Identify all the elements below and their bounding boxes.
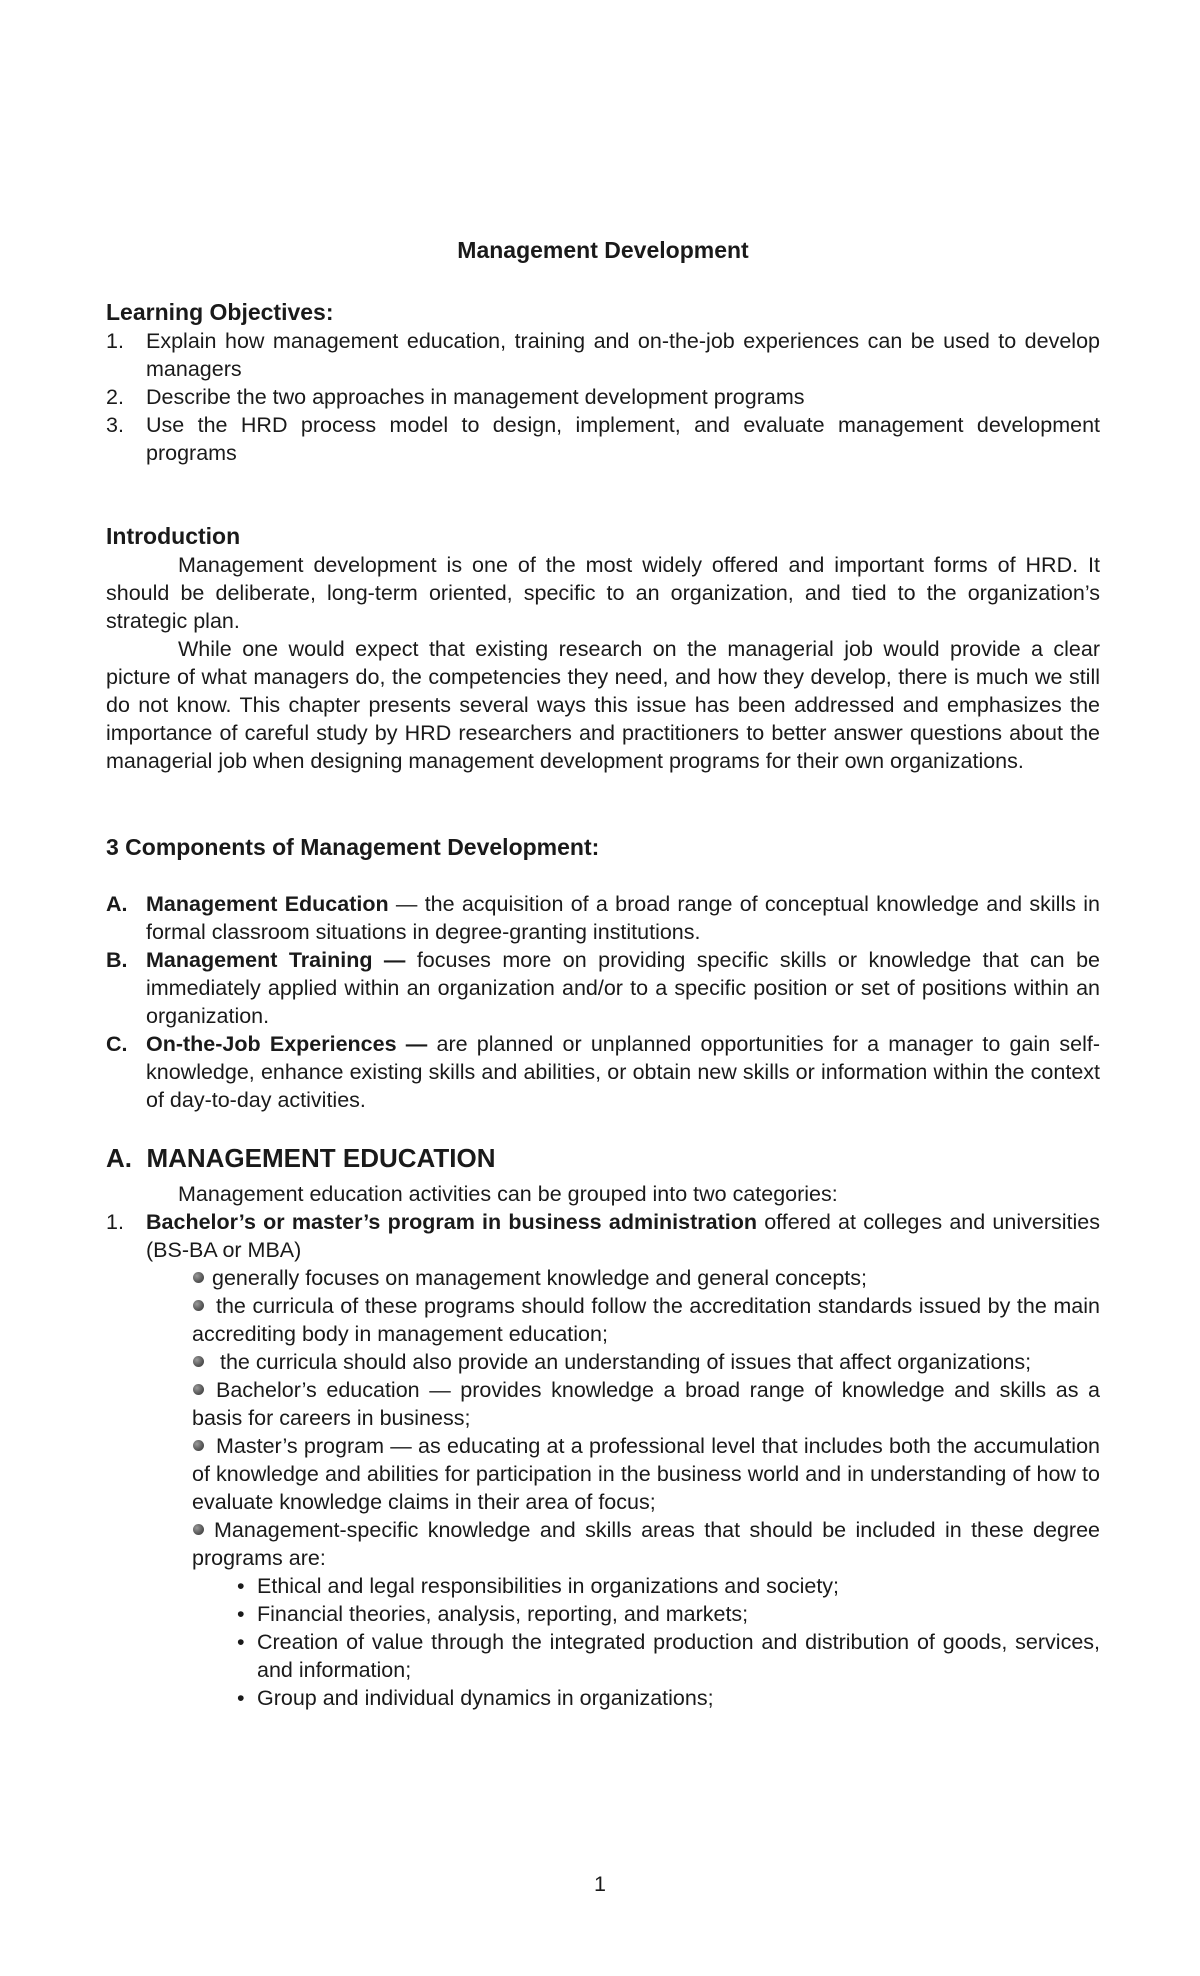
component-text: the acquisition of a broad range of conceptual knowledge and skills in formal classroom situations in degree-granting institutions. bbox=[146, 892, 1100, 944]
components-heading: 3 Components of Management Development: bbox=[106, 834, 600, 860]
bullet-icon bbox=[193, 1300, 204, 1311]
education-bullet bbox=[192, 1516, 1100, 1572]
education-bullet bbox=[192, 1376, 1100, 1432]
component-dash bbox=[427, 1032, 436, 1056]
bullet-icon bbox=[193, 1524, 204, 1535]
bullet-text: the curricula should also provide an understanding of issues that affect organizations; bbox=[220, 1350, 1032, 1374]
component-marker: C. bbox=[106, 1032, 128, 1056]
bullet-icon bbox=[193, 1272, 204, 1283]
education-item-text: offered at colleges and universities (BS-BA or MBA) bbox=[146, 1210, 1100, 1262]
education-bullet-list bbox=[106, 1264, 1100, 1712]
objective-text: Describe the two approaches in management development programs bbox=[146, 385, 805, 409]
page-title: Management Development bbox=[457, 237, 749, 263]
knowledge-area-item bbox=[237, 1628, 1100, 1684]
objective-item bbox=[106, 327, 1100, 383]
knowledge-area-item bbox=[237, 1684, 1100, 1712]
component-text: are planned or unplanned opportunities for a manager to gain self-knowledge, enhance existing skills and abilities, or obtain new skills or information within the context of day-to-day activities. bbox=[146, 1032, 1100, 1112]
component-dash: — bbox=[388, 892, 425, 916]
bullet-text: Master’s program — as educating at a professional level that includes both the accumulation of knowledge and abilities for participation in the business world and in understanding of how to evaluate knowledge claims in their area of focus; bbox=[192, 1434, 1100, 1514]
component-text: focuses more on providing specific skills or knowledge that can be immediately applied within an organization and/or to a specific position or set of positions within an organization. bbox=[146, 948, 1100, 1028]
education-item-term: Bachelor’s or master’s program in business administration bbox=[146, 1210, 757, 1234]
knowledge-area-text: Financial theories, analysis, reporting, and markets; bbox=[257, 1602, 749, 1626]
objective-text: Use the HRD process model to design, implement, and evaluate management development programs bbox=[146, 413, 1100, 465]
objective-marker: 2. bbox=[106, 385, 124, 409]
bullet-icon bbox=[193, 1440, 204, 1451]
knowledge-areas-list bbox=[192, 1572, 1100, 1712]
education-bullet bbox=[192, 1292, 1100, 1348]
objective-item bbox=[106, 411, 1100, 467]
knowledge-area-text: Ethical and legal responsibilities in organizations and society; bbox=[257, 1574, 840, 1598]
sub-bullet-marker: • bbox=[237, 1630, 245, 1654]
objective-marker: 3. bbox=[106, 413, 124, 437]
knowledge-area-text: Creation of value through the integrated production and distribution of goods, services, and information; bbox=[257, 1630, 1100, 1682]
management-education-heading: A. MANAGEMENT EDUCATION bbox=[106, 1143, 496, 1173]
component-term: Management Education bbox=[146, 892, 389, 916]
component-item bbox=[106, 946, 1100, 1030]
education-bullet bbox=[192, 1348, 1100, 1376]
component-marker: B. bbox=[106, 948, 128, 972]
introduction-body bbox=[106, 551, 1100, 775]
sub-bullet-marker: • bbox=[237, 1574, 245, 1598]
bullet-text: Management-specific knowledge and skills areas that should be included in these degree programs are: bbox=[192, 1518, 1100, 1570]
page-number: 1 bbox=[594, 1872, 606, 1896]
introduction-paragraph-2: While one would expect that existing research on the managerial job would provide a clear picture of what managers do, the competencies they need, and how they develop, there is much we still do not know. This chapter presents several ways this issue has been addressed and emphasizes the importance of careful study by HRD researchers and practitioners to better answer questions about the managerial job when designing management development programs for their own organizations. bbox=[106, 637, 1100, 773]
bullet-text: the curricula of these programs should follow the accreditation standards issued by the main accrediting body in management education; bbox=[192, 1294, 1100, 1346]
knowledge-area-item bbox=[237, 1572, 1100, 1600]
education-item-marker: 1. bbox=[106, 1210, 124, 1234]
component-item bbox=[106, 890, 1100, 946]
component-term: Management Training — bbox=[146, 948, 406, 972]
objectives-list bbox=[106, 327, 1100, 467]
objectives-heading: Learning Objectives: bbox=[106, 299, 334, 325]
objective-marker: 1. bbox=[106, 329, 124, 353]
component-dash bbox=[405, 948, 416, 972]
introduction-heading: Introduction bbox=[106, 523, 241, 549]
knowledge-area-item bbox=[237, 1600, 1100, 1628]
sub-bullet-marker: • bbox=[237, 1602, 245, 1626]
introduction-paragraph-1: Management development is one of the most widely offered and important forms of HRD. It should be deliberate, long-term oriented, specific to an organization, and tied to the organization’s strategic plan. bbox=[106, 553, 1100, 633]
component-marker: A. bbox=[106, 892, 128, 916]
education-bullet bbox=[192, 1432, 1100, 1516]
education-item-1 bbox=[106, 1208, 1100, 1264]
knowledge-area-text: Group and individual dynamics in organizations; bbox=[257, 1686, 714, 1710]
component-item bbox=[106, 1030, 1100, 1114]
education-bullet bbox=[192, 1264, 1100, 1292]
objective-item bbox=[106, 383, 1100, 411]
objective-text: Explain how management education, training and on-the-job experiences can be used to develop managers bbox=[146, 329, 1100, 381]
components-list bbox=[106, 890, 1100, 1114]
bullet-text: Bachelor’s education — provides knowledge a broad range of knowledge and skills as a basis for careers in business; bbox=[192, 1378, 1100, 1430]
component-term: On-the-Job Experiences — bbox=[146, 1032, 428, 1056]
bullet-icon bbox=[193, 1384, 204, 1395]
sub-bullet-marker: • bbox=[237, 1686, 245, 1710]
education-intro: Management education activities can be grouped into two categories: bbox=[178, 1182, 838, 1206]
bullet-text: generally focuses on management knowledge and general concepts; bbox=[212, 1266, 867, 1290]
management-education-body bbox=[106, 1180, 1100, 1712]
bullet-icon bbox=[193, 1356, 204, 1367]
